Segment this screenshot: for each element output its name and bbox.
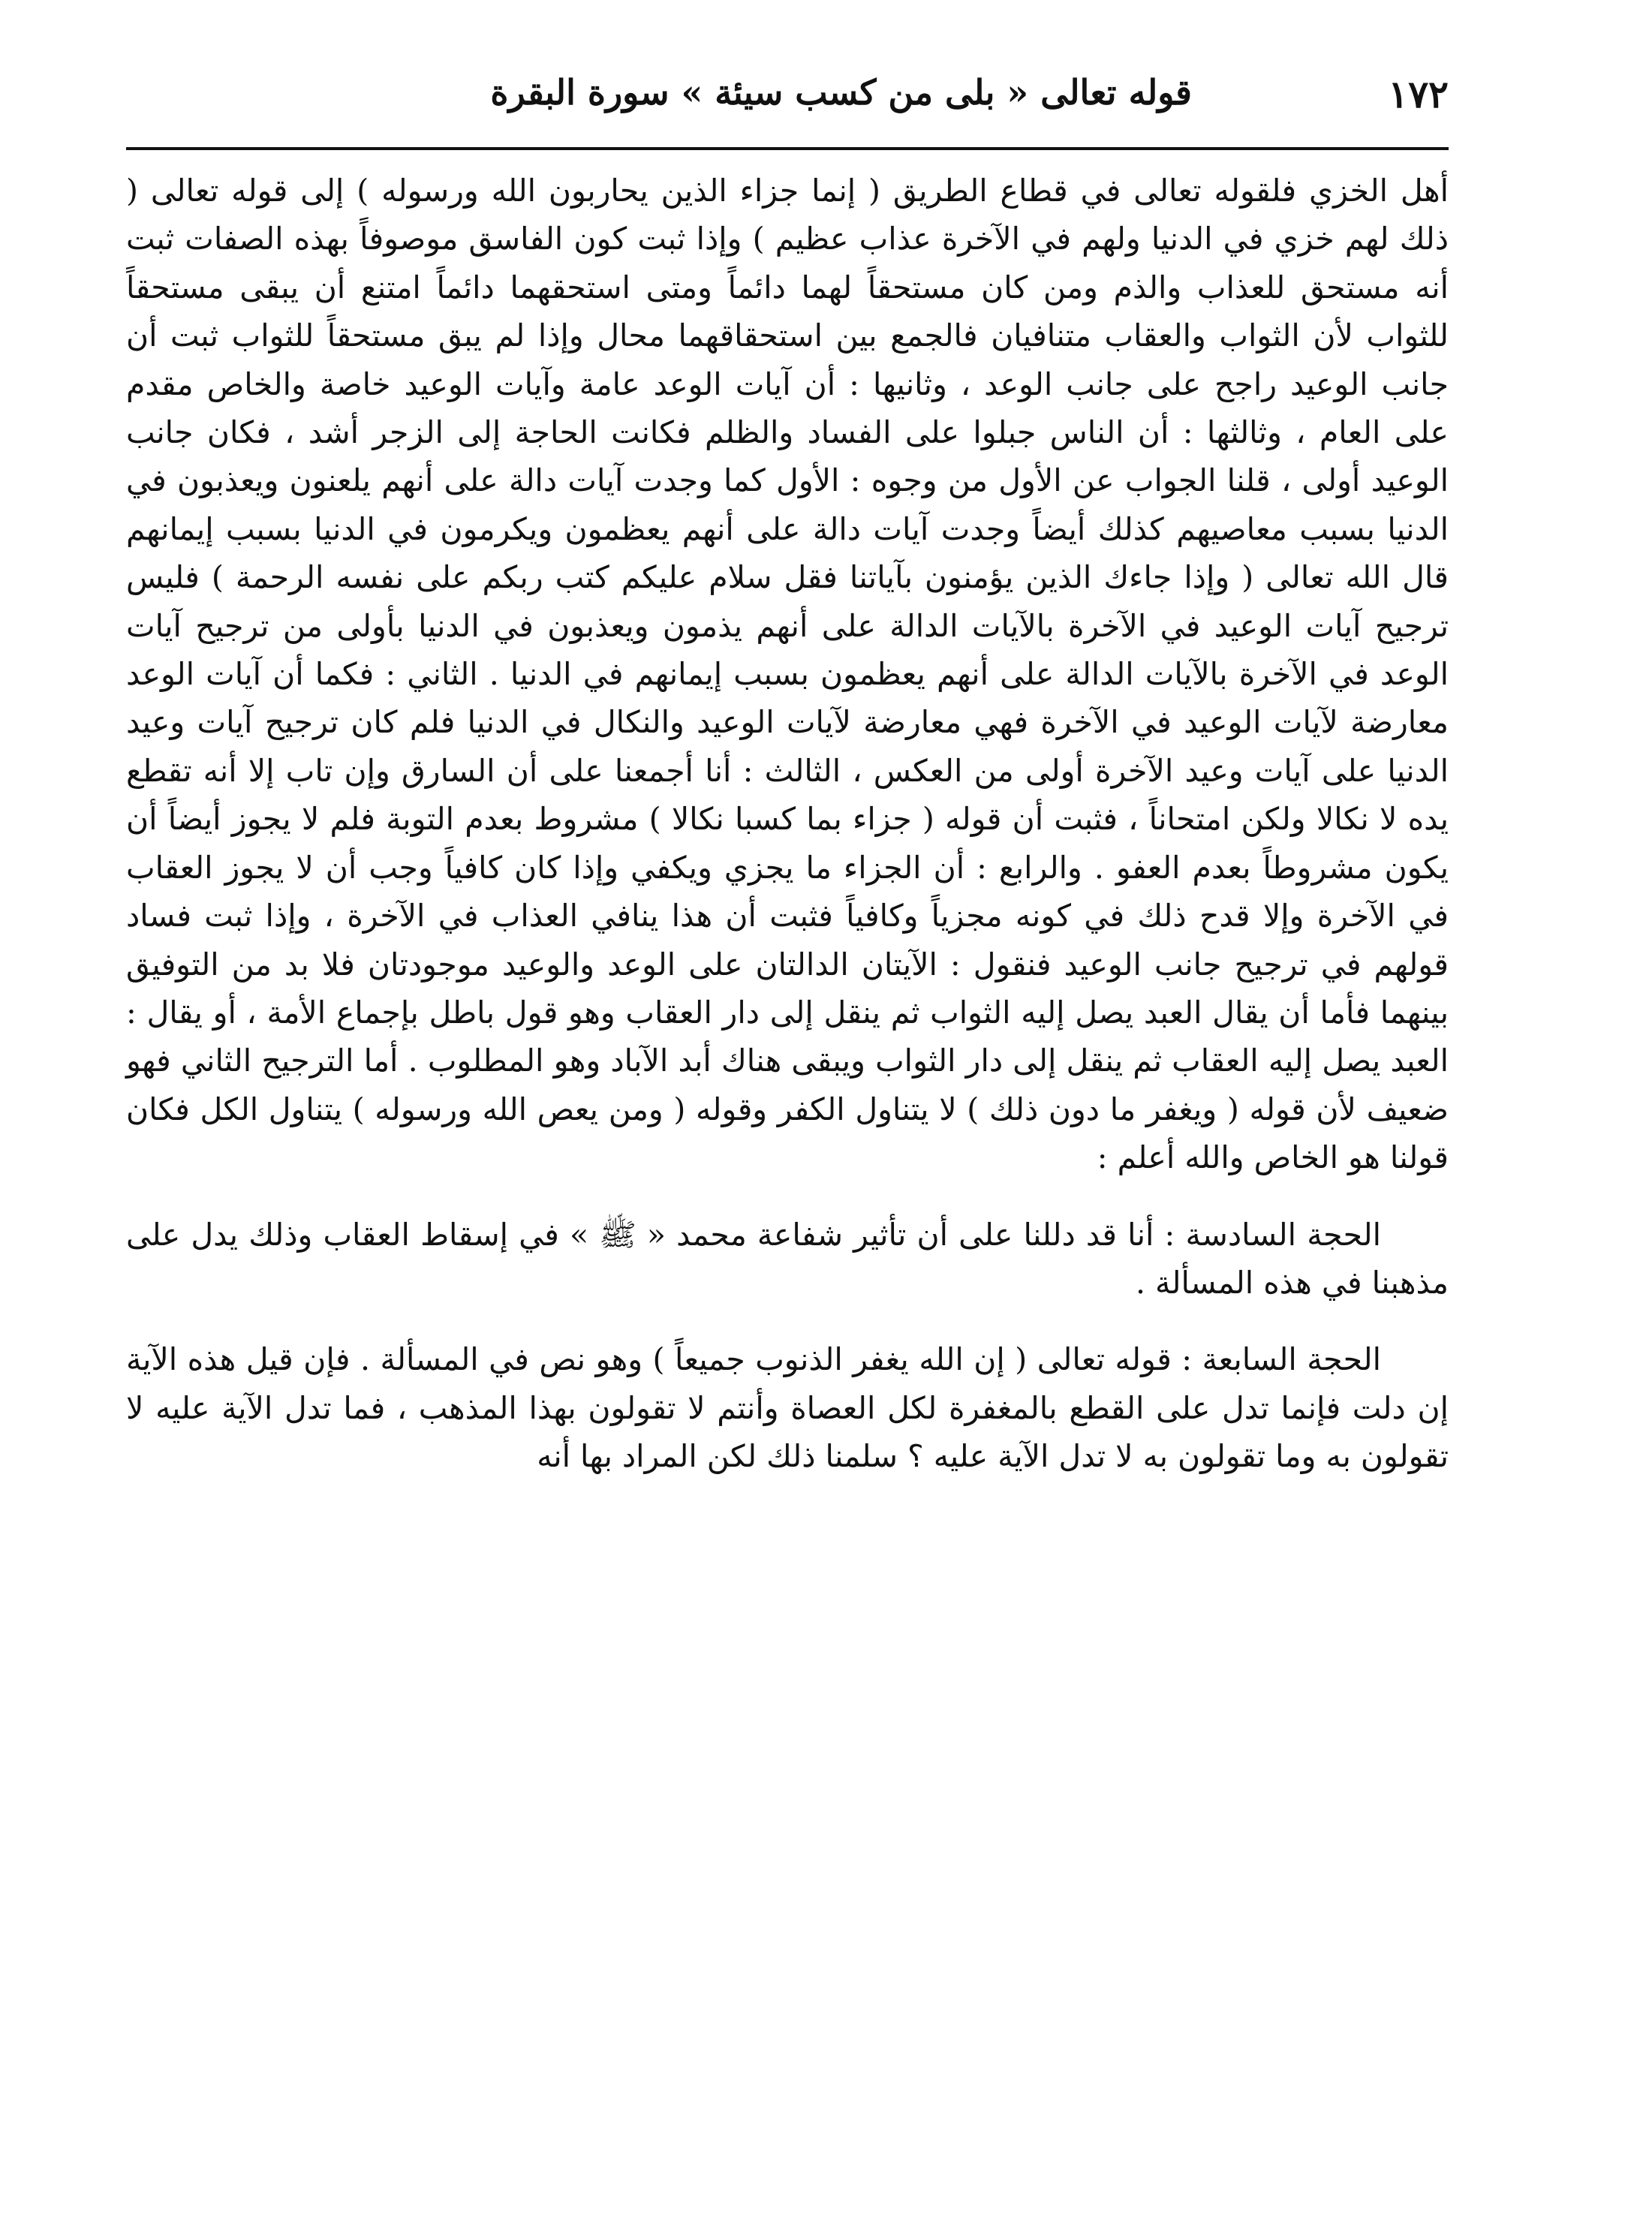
paragraph-continuation: أهل الخزي فلقوله تعالى في قطاع الطريق ( إنما جزاء الذين يحاربون الله ورسوله ) إلى قوله تعالى ( ذلك لهم خزي في الدنيا ولهم في الآخرة عذاب عظيم ) وإذا ثبت كون الفاسق موصوفاً بهذه الصفات ثبت أنه مستحق للعذاب والذم ومن كان مستحقاً لهما دائماً ومتى استحقهما دائماً امتنع أن يبقى مستحقاً للثواب لأن الثواب والعقاب متنافيان فالجمع بين استحقاقهما محال وإذا لم يبق مستحقاً للثواب ثبت أن جانب الوعيد راجح على جانب الوعد ، وثانيها : أن آيات الوعد عامة وآيات الوعيد خاصة والخاص مقدم على العام ، وثالثها : أن الناس جبلوا على الفساد والظلم فكانت الحاجة إلى الزجر أشد ، فكان جانب الوعيد أولى ، قلنا الجواب عن الأول من وجوه : الأول كما وجدت آيات دالة على أنهم يلعنون ويعذبون في الدنيا بسبب معاصيهم كذلك أيضاً وجدت آيات دالة على أنهم يعظمون ويكرمون في الدنيا بسبب إيمانهم قال الله تعالى ( وإذا جاءك الذين يؤمنون بآياتنا فقل سلام عليكم كتب ربكم على نفسه الرحمة ) فليس ترجيح آيات الوعيد في الآخرة بالآيات الدالة على أنهم يذمون ويعذبون في الدنيا بأولى من ترجيح آيات الوعد في الآخرة بالآيات الدالة على أنهم يعظمون بسبب إيمانهم في الدنيا . الثاني : فكما أن آيات الوعد معارضة لآيات الوعيد في الآخرة فهي معارضة لآيات الوعيد والنكال في الدنيا فلم كان ترجيح آيات وعيد الدنيا على آيات وعيد الآخرة أولى من العكس ، الثالث : أنا أجمعنا على أن السارق وإن تاب إلا أنه تقطع يده لا نكالا ولكن امتحاناً ، فثبت أن قوله ( جزاء بما كسبا نكالا ) مشروط بعدم التوبة فلم لا يجوز أيضاً أن يكون مشروطاً بعدم العفو . والرابع : أن الجزاء ما يجزي ويكفي وإذا كان كافياً وجب أن لا يجوز العقاب في الآخرة وإلا قدح ذلك في كونه مجزياً وكافياً فثبت أن هذا ينافي العذاب في الآخرة ، وإذا ثبت فساد قولهم في ترجيح جانب الوعيد فنقول : الآيتان الدالتان على الوعد والوعيد موجودتان فلا بد من التوفيق بينهما فأما أن يقال العبد يصل إليه الثواب ثم ينقل إلى دار العقاب وهو قول باطل بإجماع الأمة ، أو يقال : العبد يصل إليه العقاب ثم ينقل إلى دار الثواب ويبقى هناك أبد الآباد وهو المطلوب . أما الترجيح الثاني فهو ضعيف لأن قوله ( ويغفر ما دون ذلك ) لا يتناول الكفر وقوله ( ومن يعص الله ورسوله ) يتناول الكل فكان قولنا هو الخاص والله أعلم :	[126, 173, 1449, 1176]
page-number: ١٧٢	[1388, 72, 1449, 116]
paragraph-seventh-argument: الحجة السابعة : قوله تعالى ( إن الله يغفر الذنوب جميعاً ) وهو نص في المسألة . فإن قيل هذه الآية إن دلت فإنما تدل على القطع بالمغفرة لكل العصاة وأنتم لا تقولون بهذا المذهب ، فما تدل الآية عليه لا تقولون به وما تقولون به لا تدل الآية عليه ؟ سلمنا ذلك لكن المراد بها أنه	[126, 1341, 1449, 1475]
paragraph-sixth-argument: الحجة السادسة : أنا قد دللنا على أن تأثير شفاعة محمد « ﷺ » في إسقاط العقاب وذلك يدل على مذهبنا في هذه المسألة .	[126, 1216, 1449, 1301]
running-title: قوله تعالى « بلى من كسب سيئة » سورة البقرة	[490, 72, 1192, 113]
page-header	[126, 66, 1449, 134]
header-divider	[126, 147, 1449, 150]
page-body	[126, 167, 1449, 1481]
